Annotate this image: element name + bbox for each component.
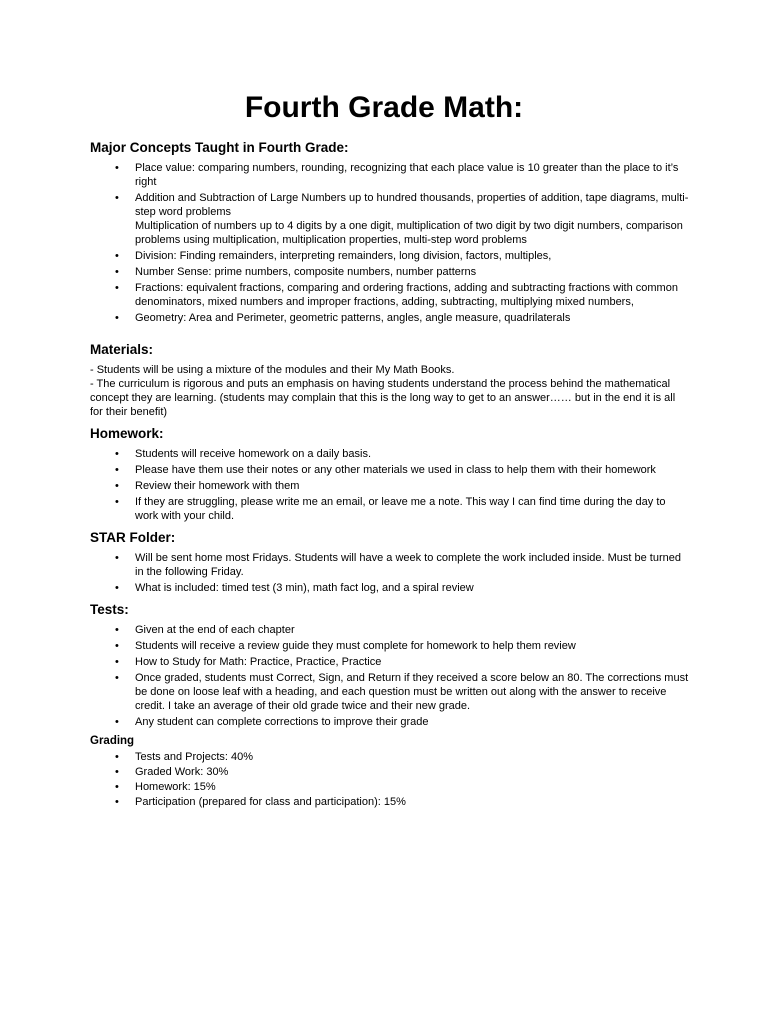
list-item: • Once graded, students must Correct, Sign, and Return if they received a score below an 80. The corrections must be done on loose leaf with a heading, and each question must be written out along with the answer to receive credit. I take an average of their old grade twice and their new grade.: [115, 672, 689, 712]
bullet-icon: •: [115, 282, 119, 294]
bullet-icon: •: [115, 751, 119, 763]
list-item: • How to Study for Math: Practice, Practice, Practice: [115, 656, 382, 668]
list-item: • Division: Finding remainders, interpreting remainders, long division, factors, multiples,: [115, 250, 552, 262]
concepts-heading: Major Concepts Taught in Fourth Grade:: [90, 140, 349, 155]
homework-heading: Homework:: [90, 426, 164, 441]
list-item: • Students will receive homework on a daily basis.: [115, 448, 372, 460]
homework-section: [90, 426, 690, 525]
list-item: • Students will receive a review guide they must complete for homework to help them review: [115, 640, 576, 652]
grading-section: [90, 734, 690, 810]
bullet-icon: •: [115, 250, 119, 262]
list-item-continuation: Multiplication of numbers up to 4 digits by a one digit, multiplication of two digit by two digit numbers, comparison problems using multiplication, multiplication properties, multi-step word problems: [135, 220, 683, 246]
list-item: • Participation (prepared for class and participation): 15%: [115, 796, 406, 808]
materials-line: - The curriculum is rigorous and puts an emphasis on having students understand the process behind the mathematical concept they are learning. (students may complain that this is the long way to get to an answer…… but in the end it is all for their benefit): [90, 378, 676, 418]
list-item: • Homework: 15%: [115, 781, 216, 793]
bullet-icon: •: [115, 552, 119, 564]
star-folder-section: [90, 530, 690, 597]
list-item: • What is included: timed test (3 min), math fact log, and a spiral review: [115, 582, 474, 594]
list-item: • Addition and Subtraction of Large Numbers up to hundred thousands, properties of addition, tape diagrams, multi-step word problems Multiplication of numbers up to 4 digits by a one digit, multiplication of two digit by two digit numbers, comparison problems using multiplication, multiplication properties, multi-step word problems: [115, 192, 689, 246]
bullet-icon: •: [115, 448, 119, 460]
bullet-icon: •: [115, 496, 119, 508]
bullet-icon: •: [115, 640, 119, 652]
bullet-icon: •: [115, 766, 119, 778]
bullet-icon: •: [115, 716, 119, 728]
bullet-icon: •: [115, 192, 119, 204]
materials-line: - Students will be using a mixture of the modules and their My Math Books.: [90, 364, 455, 376]
grading-heading: Grading: [90, 735, 135, 747]
list-item: • Given at the end of each chapter: [115, 624, 295, 636]
bullet-icon: •: [115, 464, 119, 476]
bullet-icon: •: [115, 582, 119, 594]
bullet-icon: •: [115, 162, 119, 174]
bullet-icon: •: [115, 781, 119, 793]
list-item: • Review their homework with them: [115, 480, 300, 492]
list-item: • Number Sense: prime numbers, composite numbers, number patterns: [115, 266, 477, 278]
concepts-section: [90, 140, 690, 327]
tests-section: [90, 602, 690, 731]
bullet-icon: •: [115, 796, 119, 808]
bullet-icon: •: [115, 312, 119, 324]
list-item: • Will be sent home most Fridays. Students will have a week to complete the work included inside. Must be turned in the following Friday.: [115, 552, 681, 578]
list-item: • Tests and Projects: 40%: [115, 751, 254, 763]
tests-heading: Tests:: [90, 602, 129, 617]
materials-section: [90, 342, 690, 419]
tests-list: [90, 623, 690, 729]
star-folder-list: [90, 551, 690, 595]
list-item: • Geometry: Area and Perimeter, geometric patterns, angles, angle measure, quadrilaterals: [115, 312, 571, 324]
list-item: • Please have them use their notes or any other materials we used in class to help them with their homework: [115, 464, 656, 476]
list-item: • Place value: comparing numbers, rounding, recognizing that each place value is 10 greater than the place to it’s right: [115, 162, 679, 188]
concepts-list: [90, 161, 690, 325]
list-item: • Any student can complete corrections to improve their grade: [115, 716, 429, 728]
bullet-icon: •: [115, 480, 119, 492]
list-item: • Graded Work: 30%: [115, 766, 229, 778]
bullet-icon: •: [115, 624, 119, 636]
list-item: • Fractions: equivalent fractions, comparing and ordering fractions, adding and subtracting fractions with common denominators, mixed numbers and improper fractions, adding, subtracting, multiplying mixed numbers,: [115, 282, 678, 308]
star-folder-heading: STAR Folder:: [90, 530, 176, 545]
bullet-icon: •: [115, 672, 119, 684]
materials-heading: Materials:: [90, 342, 154, 357]
bullet-icon: •: [115, 266, 119, 278]
page-title: Fourth Grade Math:: [244, 91, 524, 124]
grading-list: [90, 750, 690, 809]
bullet-icon: •: [115, 656, 119, 668]
list-item: • If they are struggling, please write me an email, or leave me a note. This way I can find time during the day to work with your child.: [115, 496, 666, 522]
homework-list: [90, 447, 690, 523]
